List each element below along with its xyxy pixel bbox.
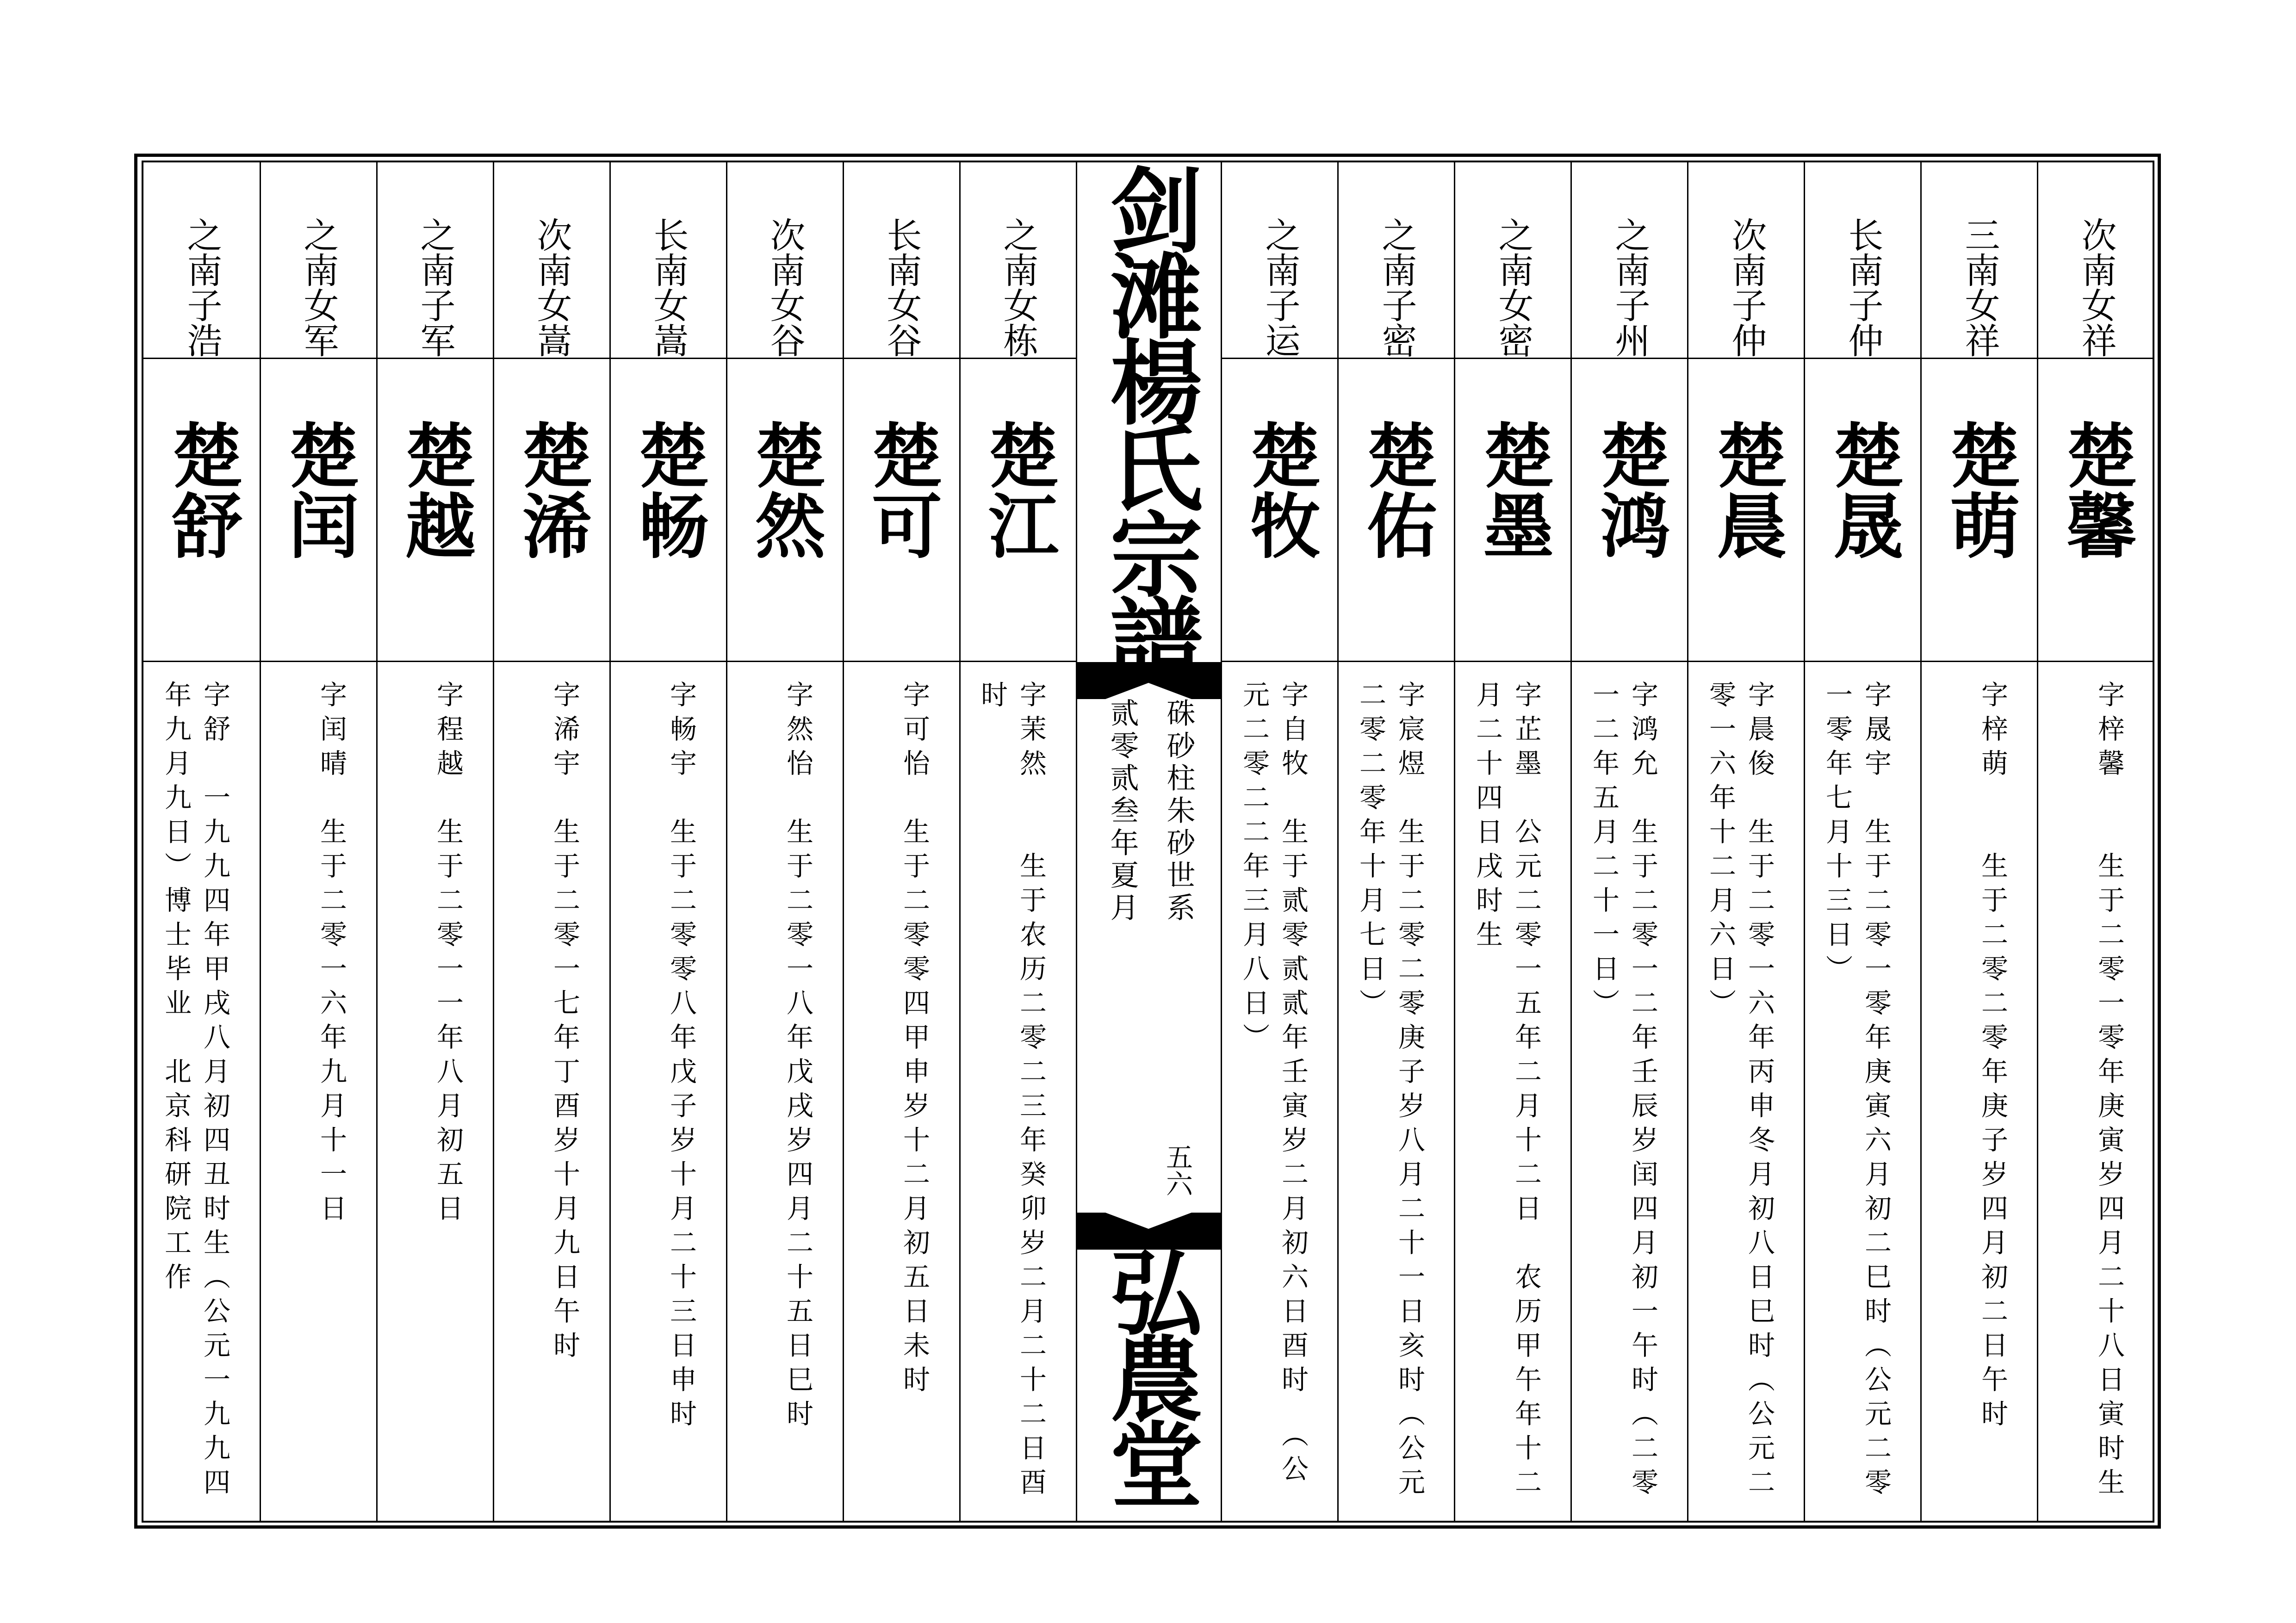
person-column	[843, 162, 960, 1521]
parent-relation: 次南女谷	[764, 217, 806, 358]
name-cell	[1921, 359, 2038, 662]
biography-text: 字程越 生于二零一一年八月初五日	[432, 681, 464, 1228]
biography-cell	[1455, 662, 1571, 1521]
biography-cell	[1688, 662, 1805, 1521]
name-cell	[143, 359, 260, 662]
biography-text: 字舒 一九九四年甲戌八月初四丑时生（公元一九九四年九月九日）博士毕业 北京科研院工作	[160, 681, 230, 1502]
person-column	[493, 162, 610, 1521]
biography-cell	[493, 662, 610, 1521]
biography-cell	[1805, 662, 1921, 1521]
biography-text: 字晨俊 生于二零一六年丙申冬月初八日巳时（公元二零一六年十二月六日）	[1705, 681, 1775, 1502]
biography-cell	[726, 662, 843, 1521]
person-name: 楚馨	[2055, 419, 2138, 560]
name-cell	[1222, 359, 1338, 662]
relation-cell	[726, 162, 843, 359]
relation-cell	[1222, 162, 1338, 359]
biography-text: 字可怡 生于二零零四甲申岁十二月初五日未时	[899, 681, 930, 1400]
relation-cell	[610, 162, 726, 359]
biography-text: 字梓萌 生于二零二零年庚子岁四月初二日午时	[1977, 681, 2008, 1434]
parent-relation: 次南子仲	[1726, 217, 1767, 358]
parent-relation: 之南子州	[1609, 217, 1651, 358]
person-column	[960, 162, 1076, 1521]
person-name: 楚畅	[627, 419, 710, 560]
relation-cell	[493, 162, 610, 359]
name-cell	[493, 359, 610, 662]
page-number: 五六	[1161, 1143, 1193, 1197]
parent-relation: 之南子浩	[181, 217, 223, 358]
name-cell	[1338, 359, 1455, 662]
spine-bottom-band	[1076, 1213, 1222, 1250]
name-cell	[1455, 359, 1571, 662]
person-name: 楚萌	[1938, 419, 2021, 560]
parent-relation: 长南女谷	[881, 217, 922, 358]
relation-cell	[377, 162, 493, 359]
parent-relation: 长南女嵩	[648, 217, 689, 358]
hall-name: 弘農堂	[1094, 1245, 1204, 1503]
person-name: 楚晨	[1705, 419, 1788, 560]
biography-cell	[1571, 662, 1688, 1521]
person-name: 楚鸿	[1589, 419, 1671, 560]
biography-cell	[143, 662, 260, 1521]
person-column	[2038, 162, 2154, 1521]
person-column	[610, 162, 726, 1521]
biography-cell	[1222, 662, 1338, 1521]
name-cell	[1571, 359, 1688, 662]
parent-relation: 之南子运	[1260, 217, 1301, 358]
person-column	[1921, 162, 2038, 1521]
person-column	[1571, 162, 1688, 1521]
biography-text: 字自牧 生于贰零贰贰年壬寅岁二月初六日酉时 （公元二零二二年三月八日）	[1238, 681, 1309, 1489]
parent-relation: 之南子军	[415, 217, 456, 358]
person-name: 楚晟	[1822, 419, 1905, 560]
relation-cell	[143, 162, 260, 359]
biography-cell	[960, 662, 1076, 1521]
relation-cell	[960, 162, 1076, 359]
biography-text: 字然怡 生于二零一八年戊戌岁四月二十五日巳时	[782, 681, 813, 1434]
person-name: 楚佑	[1355, 419, 1438, 560]
biography-cell	[1921, 662, 2038, 1521]
parent-relation: 之南子密	[1376, 217, 1417, 358]
center-spine	[1076, 162, 1222, 1521]
parent-relation: 之南女军	[298, 217, 339, 358]
person-name: 楚越	[394, 419, 477, 560]
name-cell	[377, 359, 493, 662]
parent-relation: 次南女嵩	[531, 217, 572, 358]
person-name: 楚然	[744, 419, 826, 560]
relation-cell	[1455, 162, 1571, 359]
genealogy-title: 剑滩楊氏宗譜	[1094, 162, 1204, 679]
person-name: 楚可	[860, 419, 943, 560]
biography-cell	[610, 662, 726, 1521]
biography-cell	[1338, 662, 1455, 1521]
biography-cell	[260, 662, 377, 1521]
relation-cell	[260, 162, 377, 359]
biography-cell	[2038, 662, 2154, 1521]
person-column	[1688, 162, 1805, 1521]
lineage-branch: 硃砂柱朱砂世系	[1162, 698, 1196, 925]
compile-date: 贰零贰叁年夏月	[1105, 698, 1139, 925]
person-column	[726, 162, 843, 1521]
biography-text: 字闰晴 生于二零一六年九月十一日	[316, 681, 347, 1228]
relation-cell	[1571, 162, 1688, 359]
relation-cell	[1805, 162, 1921, 359]
biography-cell	[843, 662, 960, 1521]
person-name: 楚墨	[1472, 419, 1555, 560]
biography-text: 字畅宇 生于二零零八年戊子岁十月二十三日申时	[665, 681, 697, 1434]
person-column	[377, 162, 493, 1521]
parent-relation: 次南女祥	[2076, 217, 2117, 358]
person-column	[1222, 162, 1338, 1521]
relation-cell	[1921, 162, 2038, 359]
biography-text: 字晟宇 生于二零一零年庚寅六月初二巳时（公元二零一零年七月十三日）	[1821, 681, 1892, 1502]
parent-relation: 三南女祥	[1959, 217, 2000, 358]
name-cell	[1805, 359, 1921, 662]
person-column	[143, 162, 260, 1521]
person-name: 楚浠	[510, 419, 593, 560]
person-column	[1455, 162, 1571, 1521]
person-column	[1338, 162, 1455, 1521]
relation-cell	[1338, 162, 1455, 359]
biography-text: 字茉然 生于农历二零二三年癸卯岁二月二十二日酉时	[976, 681, 1047, 1502]
name-cell	[1688, 359, 1805, 662]
biography-text: 字宸煜 生于二零二零庚子岁八月二十一日亥时（公元二零二零年十月七日）	[1355, 681, 1425, 1502]
biography-text: 字梓馨 生于二零一零年庚寅岁四月二十八日寅时生	[2093, 681, 2125, 1502]
parent-relation: 长南子仲	[1843, 217, 1884, 358]
biography-text: 字浠宇 生于二零一七年丁酉岁十月九日午时	[549, 681, 580, 1365]
person-name: 楚牧	[1239, 419, 1322, 560]
person-column	[260, 162, 377, 1521]
name-cell	[726, 359, 843, 662]
relation-cell	[843, 162, 960, 359]
biography-text: 字鸿允 生于二零一二年壬辰岁闰四月初一午时（二零一二年五月二十一日）	[1588, 681, 1658, 1502]
biography-cell	[377, 662, 493, 1521]
name-cell	[2038, 359, 2154, 662]
name-cell	[960, 359, 1076, 662]
relation-cell	[1688, 162, 1805, 359]
person-column	[1805, 162, 1921, 1521]
name-cell	[610, 359, 726, 662]
relation-cell	[2038, 162, 2154, 359]
person-name: 楚舒	[161, 419, 243, 560]
parent-relation: 之南女栋	[998, 217, 1039, 358]
parent-relation: 之南女密	[1493, 217, 1534, 358]
name-cell	[260, 359, 377, 662]
name-cell	[843, 359, 960, 662]
person-name: 楚江	[977, 419, 1060, 560]
biography-text: 字芷墨 公元二零一五年二月十二日 农历甲午年十二月二十四日戌时生	[1471, 681, 1542, 1502]
person-name: 楚闰	[277, 419, 360, 560]
